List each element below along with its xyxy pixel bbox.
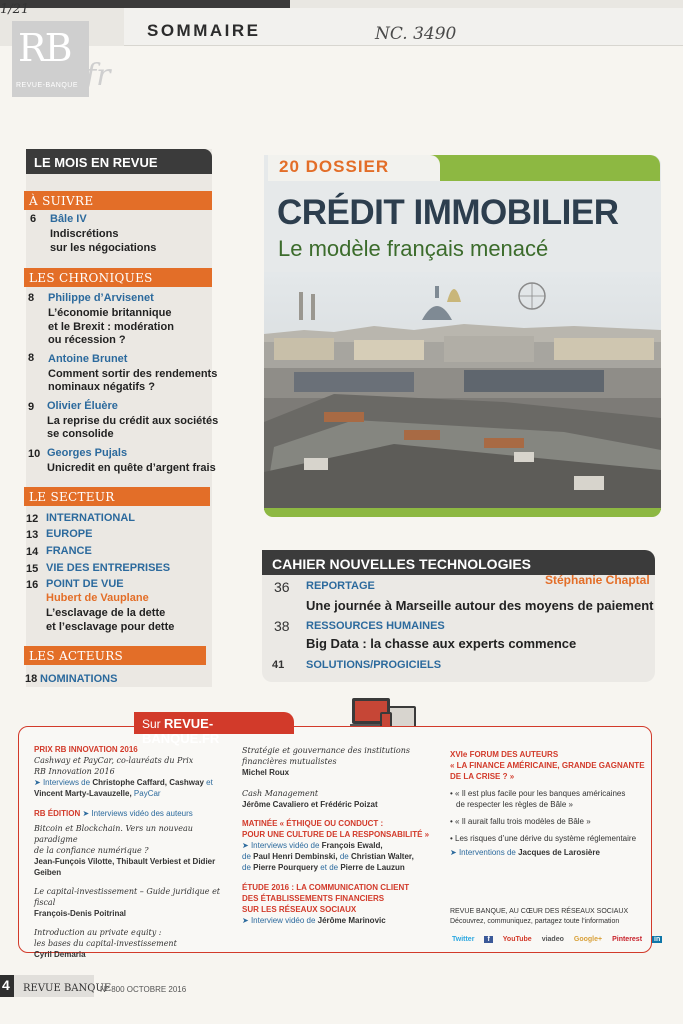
entry-link[interactable]: EUROPE [46,528,93,540]
forum-quote: « Il est plus facile pour les banques américaines [455,789,626,798]
book-authors: Jérôme Cavaliero et Frédéric Poizat [242,800,378,809]
pinterest-icon[interactable]: Pinterest [612,936,643,943]
dossier-title: CRÉDIT IMMOBILIER [277,193,619,232]
entry-author[interactable]: Olivier Éluère [47,400,118,412]
dossier-bottom-band [264,508,661,517]
entry-text: Unicredit en quête d’argent frais [47,462,216,474]
viadeo-icon[interactable]: viadeo [541,936,564,943]
entry-text: et le Brexit : modération [48,321,174,333]
matinee-de: de [242,852,251,861]
entry-num: 18 [25,673,38,685]
cahier-text: Une journée à Marseille autour des moyens de paiement [306,598,654,613]
logo-subtitle: REVUE-BANQUE [16,82,79,89]
prix-int-paycar: PayCar [133,789,161,798]
prix-title: PRIX RB INNOVATION 2016 [34,745,138,754]
entry-link[interactable]: NOMINATIONS [40,673,118,685]
matinee-name: Paul Henri Dembinski, [253,852,338,861]
etude-title: DES ÉTABLISSEMENTS FINANCIERS [242,894,385,903]
entry-num: 12 [26,513,39,525]
matinee-de: de [242,863,251,872]
matinee-int: Interviews vidéo de [250,841,320,850]
entry-text: La reprise du crédit aux sociétés [47,415,219,427]
youtube-icon[interactable]: YouTube [502,936,532,943]
dossier-number: 20 [279,157,300,176]
book-authors: Jean-Funçois Vilotte, Thibault Verbiest et Didier Geiben [34,857,216,877]
entry-link[interactable]: INTERNATIONAL [46,512,136,524]
edition-link[interactable]: Interviews vidéo des auteurs [91,809,193,818]
etude-title: SUR LES RÉSEAUX SOCIAUX [242,905,357,914]
entry-link[interactable]: FRANCE [46,545,92,557]
mois-en-revue-title: LE MOIS EN REVUE [26,149,212,174]
book-title: Cash Management [242,789,319,798]
matinee-name: Pierre Pourquery [253,863,319,872]
matinee-title: POUR UNE CULTURE DE LA RESPONSABILITÉ » [242,830,430,839]
web-tag-prefix: Sur [142,717,161,731]
social-subtitle: Découvrez, communiquez, partagez toute l’information [450,918,620,925]
etude-int: Interview vidéo de [250,916,316,925]
entry-text: nominaux négatifs ? [48,381,155,393]
forum-int: Interventions de [458,848,516,857]
matinee-name: Pierre de Lauzun [340,863,405,872]
dossier-word: DOSSIER [305,157,390,176]
forum-quote: « Il aurait fallu trois modèles de Bâle » [455,817,591,826]
section-a-suivre: À SUIVRE [24,191,212,210]
entry-text: se consolide [47,428,114,440]
facebook-icon[interactable]: f [484,936,492,943]
entry-num: 6 [30,213,37,225]
prix-int-names: Christophe Caffard, Cashway [92,778,204,787]
section-chroniques: LES CHRONIQUES [24,268,212,287]
matinee-name: Christian Walter, [350,852,414,861]
etude-interview[interactable]: ➤ Interview vidéo de Jérôme Marinovic [242,916,386,925]
etude-title: ÉTUDE 2016 : LA COMMUNICATION CLIENT [242,883,410,892]
entry-topic[interactable]: Bâle IV [50,213,87,225]
footer-brand: REVUE BANQUE [23,983,112,994]
book-title: Stratégie et gouvernance des institutions [242,746,410,755]
paris-rooftops-photo [264,272,661,510]
cahier-text: Big Data : la chasse aux experts commence [306,636,577,651]
entry-num: 9 [28,401,35,413]
matinee-et: et [320,863,327,872]
entry-num: 13 [26,529,39,541]
web-tag[interactable] [134,712,294,746]
entry-link[interactable]: VIE DES ENTREPRISES [46,562,171,574]
dossier-subtitle: Le modèle français menacé [278,236,549,261]
cahier-author[interactable]: Stéphanie Chaptal [545,573,650,587]
entry-num: 8 [28,352,35,364]
book-title: les bases du capital-investissement [34,939,177,948]
top-dark-strip [0,0,290,8]
footer-issue: N° 800 OCTOBRE 2016 [100,985,187,994]
prix-line: RB Innovation 2016 [34,767,115,776]
book-title: Introduction au private equity : [34,928,162,937]
forum-title: « LA FINANCE AMÉRICAINE, GRANDE GAGNANTE [450,761,645,770]
cahier-label[interactable]: REPORTAGE [306,580,375,592]
googleplus-icon[interactable]: Google+ [573,936,603,943]
forum-quote: Les risques d’une dérive du système réglementaire [455,834,637,843]
twitter-icon[interactable]: Twitter [452,936,475,943]
linkedin-icon[interactable]: in [654,936,661,943]
section-secteur: LE SECTEUR [24,487,210,506]
edition-title: RB ÉDITION [34,809,81,818]
handwritten-note: NC. 3490 [375,24,457,44]
matinee-name: François Ewald, [321,841,383,850]
entry-num: 10 [28,448,41,460]
social-icons [452,936,662,943]
entry-text: ou récession ? [48,334,126,346]
cahier-label[interactable]: SOLUTIONS/PROGICIELS [306,659,442,671]
page-title: SOMMAIRE [147,21,261,40]
book-title: Le capital-investissement – Guide juridique et fiscal [34,887,221,907]
entry-text: et l’esclavage pour dette [46,621,175,633]
entry-link[interactable]: POINT DE VUE [46,578,124,590]
prix-int-names: Vincent Marty-Lavauzelle, [34,789,132,798]
cahier-num: 38 [274,618,290,634]
web-tag-site: REVUE-BANQUE.FR [142,716,220,746]
entry-num: 15 [26,563,39,575]
entry-author[interactable]: Antoine Brunet [48,353,128,365]
web-col-2 [242,745,442,926]
entry-text: L’économie britannique [48,307,172,319]
entry-text: sur les négociations [50,242,157,254]
forum-quote: de respecter les règles de Bâle » [456,800,573,809]
book-title: de la confiance numérique ? [34,846,149,855]
book-authors: François-Denis Poitrinal [34,909,127,918]
social-title: REVUE BANQUE, AU CŒUR DES RÉSEAUX SOCIAUX [450,908,629,915]
entry-num: 14 [26,546,39,558]
entry-author[interactable]: Philippe d’Arvisenet [48,292,154,304]
prix-int-label: Interviews de [42,778,91,787]
corner-scribble: 1/21 [0,2,30,17]
book-authors: Cyril Demaria [34,950,86,959]
entry-num: 8 [28,292,35,304]
forum-interventions[interactable]: ➤ Interventions de Jacques de Larosière [450,848,600,857]
cahier-title: CAHIER NOUVELLES TECHNOLOGIES [262,550,655,575]
entry-num: 16 [26,579,39,591]
entry-author[interactable]: Hubert de Vauplane [46,592,149,604]
etude-name: Jérôme Marinovic [317,916,386,925]
page-number: 4 [0,975,14,997]
prix-interviews[interactable]: ➤ Interviews de Christophe Caffard, Cashway et [34,778,213,787]
section-acteurs: LES ACTEURS [24,646,206,665]
book-title: financières mutualistes [242,757,337,766]
entry-text: L’esclavage de la dette [46,607,166,619]
entry-text: Indiscrétions [50,228,119,240]
matinee-de: de [339,852,349,861]
logo-letters: RB [18,26,71,70]
cahier-num: 41 [272,659,285,671]
cahier-num: 36 [274,579,290,595]
dossier-label [279,157,389,177]
entry-author[interactable]: Georges Pujals [47,447,128,459]
prix-line: Cashway et PayCar, co-lauréats du Prix [34,756,194,765]
forum-name: Jacques de Larosière [518,848,600,857]
entry-text: Comment sortir des rendements [48,368,218,380]
matinee-interviews[interactable]: ➤ Interviews vidéo de François Ewald, [242,841,383,850]
matinee-de: de [329,863,339,872]
web-col-1: PRIX RB INNOVATION 2016 Cashway et PayCar, co-lauréats du Prix RB Innovation 2016 ➤ Interviews de Christophe Caffard, Cashway et Vincent Marty-Lavauzelle, PayCar RB ÉDITION ➤ Interviews vidéo des auteurs Bitcoin et Blockchain. Vers un nouveau paradigme de la confiance numérique ? Jean-Funçois Vilotte, Thibault Verbiest et Didier Geiben Le capital-investissement – Guide juridique et fiscal François-Denis Poitrinal Introduction au private equity : les bases du capital-investissement Cyril Demaria [34,744,234,960]
matinee-title: MATINÉE « ÉTHIQUE OU CONDUCT : [242,819,384,828]
forum-title: XVIe FORUM DES AUTEURS [450,750,559,759]
book-title: Bitcoin et Blockchain. Vers un nouveau paradigme [34,824,193,844]
logo-fr: fr [85,58,111,93]
book-authors: Michel Roux [242,768,290,777]
forum-title: DE LA CRISE ? » [450,772,515,781]
prix-int-and: et [206,778,213,787]
cahier-label[interactable]: RESSOURCES HUMAINES [306,620,445,632]
web-col-3: XVIe FORUM DES AUTEURS « LA FINANCE AMÉRICAINE, GRANDE GAGNANTE DE LA CRISE ? » • « Il est plus facile pour les banques américaines de respecter les règles de Bâle » • « Il aurait fallu trois modèles de Bâle » • Les risques d’une dérive du système réglementaire ➤ Interventions de Jacques de Larosière [450,750,645,857]
